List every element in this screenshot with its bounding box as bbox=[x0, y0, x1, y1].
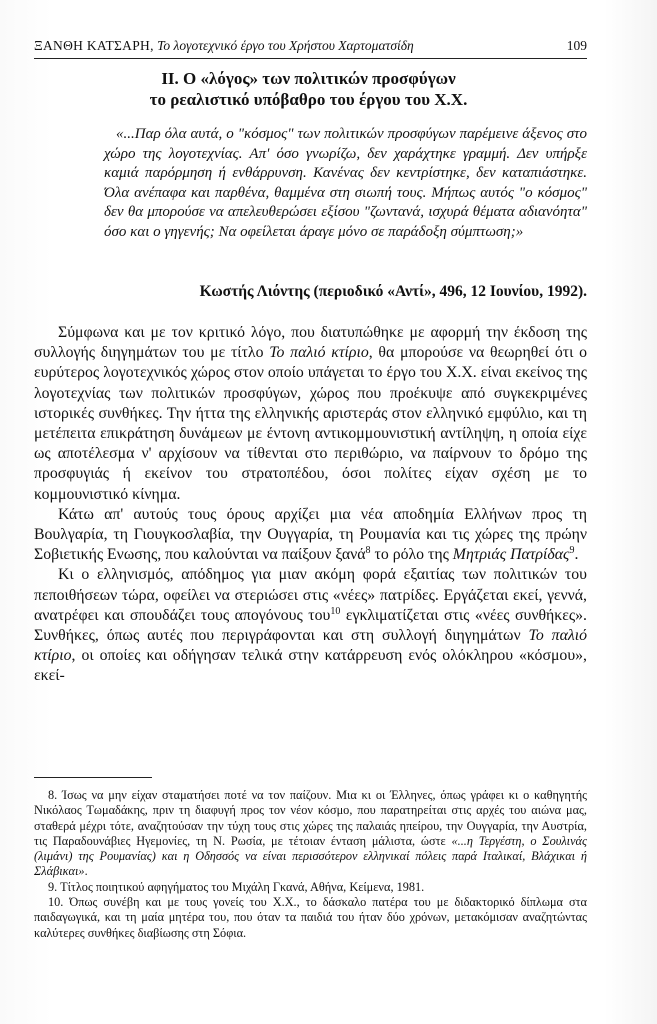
book-title-reference: Το παλιό κτίριο bbox=[34, 627, 587, 665]
epigraph-quote: «...Παρ όλα αυτά, ο "κόσμος" των πολιτικών προσφύγων παρέμεινε άξενος στο χώρο της λογοτεχνίας. Απ' όσο γνωρίζω, δεν χαράχτηκε γραμμή. Δεν υπήρξε καμιά παρόρμηση ή ενθάρρυνση. Κανένας δεν κεντρίστηκε, δεν καταπιάστηκε. Όλα ανέπαφα και παρθένα, θαμμένα στη σιωπή τους. Μήπως αυτός "ο κόσμος" δεν θα μπορούσε να απελευθερώσει εξίσου "ζωντανά, ισχυρά θέματα αδιανόητα" όσο και ο γηγενής; Να οφείλεται άραγε μόνο σε παράδοξη σύμπτωση;» bbox=[104, 126, 587, 240]
section-title bbox=[70, 68, 547, 110]
paragraph-1-text-a: Σύμφωνα και με τον κριτικό λόγο, που διατυπώθηκε με αφορμή την έκδοση της συλλογής διηγημάτων του με τίτλο bbox=[34, 324, 587, 362]
paragraph-2-text-a: Κάτω απ' αυτούς τους όρους αρχίζει μια νέα αποδημία Ελλήνων προς τη Βουλγαρία, τη Γιουγκοσλαβία, την Ουγγαρία, τη Ρουμανία και τις χώρες της πρώην Σοβιετικής Ενωσης, που καλούνται να παίξουν ξανά bbox=[34, 505, 587, 564]
paragraph-1 bbox=[34, 323, 587, 505]
footnote-ref-10[interactable]: 10 bbox=[330, 605, 341, 617]
book-title-reference: Το παλιό κτίριο bbox=[269, 344, 369, 362]
paragraph-2 bbox=[34, 505, 587, 566]
paragraph-3 bbox=[34, 565, 587, 686]
running-head-author: ΞΑΝΘΗ ΚΑΤΣΑΡΗ, bbox=[34, 38, 154, 53]
body-text bbox=[34, 323, 587, 687]
footnote-rule bbox=[34, 777, 152, 778]
running-head bbox=[34, 38, 587, 54]
section-title-line-1: II. Ο «λόγος» των πολιτικών προσφύγων bbox=[161, 69, 456, 88]
footnote-8-quote: «...η Τεργέστη, ο Σουλινάς (λιμάνι) της Ρουμανίας) και η Οδησσός να είναι περισσότερον ελληνικαί πόλεις παρά Ιταλικαί, Βλάχικαι ή Σλάβικαι» bbox=[34, 833, 588, 879]
section-title-line-2: το ρεαλιστικό υπόβαθρο του έργου του Χ.Χ. bbox=[149, 90, 468, 109]
footnote-ref-8[interactable]: 8 bbox=[365, 545, 371, 557]
epigraph-source: Κωστής Λιόντης (περιοδικό «Αντί», 496, 12 Ιουνίου, 1992). bbox=[199, 283, 587, 300]
book-title-reference: Μητριάς Πατρίδας bbox=[452, 546, 570, 564]
paragraph-3-text-c: , οι οποίες και οδήγησαν τελικά στην κατάρρευση ενός ολόκληρου «κόσμου», εκεί- bbox=[34, 647, 587, 685]
footnote-8-text-a: 8. Ίσως να μην είχαν σταματήσει ποτέ να τον παίζουν. Μια κι οι Έλληνες, όπως γράφει κι ο καθηγητής Νικόλαος Τωμαδάκης, πριν τη διαφυγή προς τον νέον κόσμο, που παρατηρείται στις αρχές του αιώνα μας, σταθερά μέχρι τότε, αναζητούσαν την τύχη τους στις χώρες της παλαιάς ηπείρου, την Ουγγαρία, την Αυστρία, τις Παραδουνάβιες Ηγεμονίες, τη Ν. Ρωσία, με τέτοιαν ένταση μάλιστα, ώστε bbox=[34, 788, 587, 848]
footnote-10: 10. Όπως συνέβη και με τους γονείς του Χ.Χ., το δάσκαλο πατέρα του με διδακτορικό δίπλωμα στα παιδαγωγικά, και τη μαία μητέρα του, που όταν τα παιδιά του ήταν δύο χρόνων, μετακόμισαν αναζητώντας καλύτερες συνθήκες διαβίωσης στη Σόφια. bbox=[34, 895, 587, 940]
running-head-title bbox=[34, 38, 414, 54]
footnote-ref-9[interactable]: 9 bbox=[569, 545, 575, 557]
paragraph-2-text-c: . bbox=[574, 546, 579, 564]
footnote-8-text-b: . bbox=[84, 864, 88, 879]
header-rule bbox=[34, 58, 587, 59]
running-head-work: Το λογοτεχνικό έργο του Χρήστου Χαρτοματσίδη bbox=[157, 38, 414, 53]
footnote-9: 9. Τίτλος ποιητικού αφηγήματος του Μιχάλη Γκανά, Αθήνα, Κείμενα, 1981. bbox=[48, 879, 425, 894]
paragraph-2-text-b: το ρόλο της bbox=[370, 546, 453, 564]
paragraph-3-text-b: εγκλιματίζεται στις «νέες συνθήκες». Συνθήκες, όπως αυτές που περιγράφονται και στη συλλογή διηγημάτων bbox=[34, 606, 587, 645]
paragraph-3-text-a: Κι ο ελληνισμός, απόδημος για μιαν ακόμη φορά εξαιτίας των πολιτικών του πεποιθήσεων τώρα, οφείλει να στεριώσει στις «νέες» πατρίδες. Εργάζεται εκεί, γεννά, ανατρέφει και σπουδάζει τους απογόνους του bbox=[34, 566, 587, 624]
page-number: 109 bbox=[566, 38, 587, 53]
paragraph-1-text-b: , θα μπορούσε να θεωρηθεί ότι ο ευρύτερος λογοτεχνικός χώρος στον οποίο υπάγεται το έργο του Χ.Χ. είναι εκείνος της λογοτεχνίας των πολιτικών προσφύγων, χώρος που προέκυψε από συγκεκριμένες ιστορικές συνθήκες. Την ήττα της ελληνικής αριστεράς στον ελληνικό εμφύλιο, και τη μετέπειτα επικράτηση δυνάμεων με έντονη αντικομμουνιστική αντίληψη, η οποία είχε ως αποτέλεσμα ν' αρχίσουν να τίθενται στο περιθώριο, να παίρνουν το δρόμο της προσφυγιάς ή εκείνον του στρατοπέδου, όσοι πολίτες είχαν σχέση με το κομμουνιστικό κίνημα. bbox=[34, 344, 588, 503]
footnote-8 bbox=[34, 788, 587, 880]
footnotes bbox=[34, 788, 587, 941]
